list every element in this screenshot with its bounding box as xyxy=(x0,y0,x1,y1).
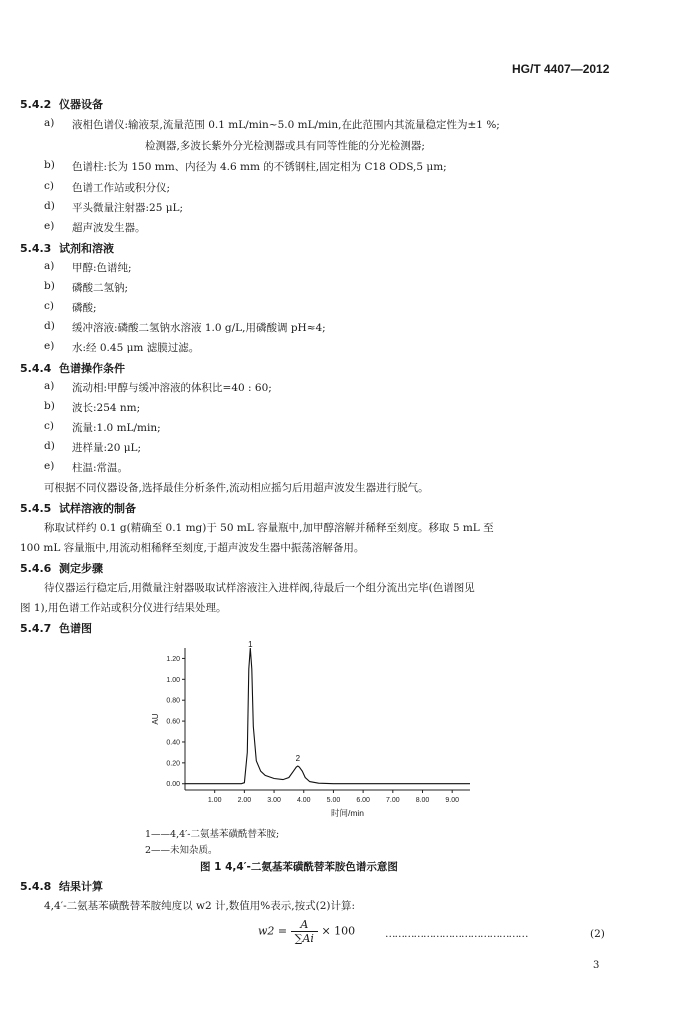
y-tick-label: 0.60 xyxy=(166,718,180,726)
x-tick-label: 4.00 xyxy=(296,797,311,804)
x-tick-label: 2.00 xyxy=(237,797,252,804)
formula-numerator: A xyxy=(291,918,318,932)
section-5-4-3-heading xyxy=(20,240,114,256)
y-tick-label: 0.40 xyxy=(166,739,180,747)
section-number: 5.4.3 xyxy=(20,242,52,255)
figure-legend-1: 1——4,4′-二氨基苯磺酰替苯胺; xyxy=(145,829,280,840)
x-tick-label: 1.00 xyxy=(207,797,222,804)
section-number: 5.4.7 xyxy=(20,622,52,635)
formula-rhs: × 100 xyxy=(321,924,356,938)
section-title: 试样溶液的制备 xyxy=(59,502,136,515)
section-number: 5.4.6 xyxy=(20,562,52,575)
list-item-text: 色谱工作站或积分仪; xyxy=(72,182,171,194)
y-tick-label: 0.80 xyxy=(166,697,180,705)
list-item-label: a) xyxy=(44,260,55,272)
section-number: 5.4.5 xyxy=(20,502,52,515)
list-item-label: e) xyxy=(44,460,55,472)
list-item-text: 色谱柱:长为 150 mm、内径为 4.6 mm 的不锈钢柱,固定相为 C18 ODS,5 μm; xyxy=(72,161,447,173)
page-number: 3 xyxy=(593,960,600,971)
list-item-text: 液相色谱仪:输液泵,流量范围 0.1 mL/min~5.0 mL/min,在此范围内其流量稳定性为±1 %; xyxy=(72,119,500,131)
list-item-text: 流动相:甲醇与缓冲溶液的体积比=40 : 60; xyxy=(72,382,272,394)
section-number: 5.4.2 xyxy=(20,98,52,111)
list-item-label: a) xyxy=(44,117,55,129)
y-tick-label: 1.20 xyxy=(166,655,180,663)
section-number: 5.4.4 xyxy=(20,362,52,375)
formula-denominator: ∑Ai xyxy=(294,932,314,945)
paragraph: 可根据不同仪器设备,选择最佳分析条件,流动相应摇匀后用超声波发生器进行脱气。 xyxy=(44,482,429,494)
x-tick-label: 8.00 xyxy=(415,797,430,804)
section-5-4-5-heading xyxy=(20,500,136,516)
peak-label: 2 xyxy=(295,753,301,763)
section-5-4-6-heading xyxy=(20,560,103,576)
list-item-label: d) xyxy=(44,320,55,332)
figure-caption: 图 1 4,4′-二氨基苯磺酰替苯胺色谱示意图 xyxy=(200,861,398,873)
paragraph: 4,4′-二氨基苯磺酰替苯胺纯度以 w2 计,数值用%表示,按式(2)计算: xyxy=(44,900,356,912)
list-item-text: 波长:254 nm; xyxy=(72,402,141,414)
list-item-text: 甲醇:色谱纯; xyxy=(72,262,132,274)
section-title: 测定步骤 xyxy=(59,562,103,575)
formula-lhs: w2 = xyxy=(258,924,288,938)
paragraph: 100 mL 容量瓶中,用流动相稀释至刻度,于超声波发生器中振荡溶解备用。 xyxy=(20,542,365,554)
section-title: 仪器设备 xyxy=(59,98,103,111)
list-item-label: a) xyxy=(44,380,55,392)
section-5-4-7-heading xyxy=(20,620,92,636)
list-item-label: e) xyxy=(44,340,55,352)
list-item-label: c) xyxy=(44,300,54,312)
section-title: 色谱图 xyxy=(59,622,92,635)
section-5-4-4-heading xyxy=(20,360,125,376)
paragraph: 待仪器运行稳定后,用微量注射器吸取试样溶液注入进样阀,待最后一个组分流出完毕(色谱图见 xyxy=(44,582,475,594)
list-item-text: 超声波发生器。 xyxy=(72,222,146,234)
standard-number: HG/T 4407—2012 xyxy=(512,62,610,76)
list-item-label: c) xyxy=(44,420,54,432)
list-item-label: b) xyxy=(44,159,55,171)
y-tick-label: 0.20 xyxy=(166,760,180,768)
list-item-text: 进样量:20 μL; xyxy=(72,442,142,454)
y-tick-label: 1.00 xyxy=(166,676,180,684)
section-number: 5.4.8 xyxy=(20,880,52,893)
section-title: 试剂和溶液 xyxy=(59,242,114,255)
y-axis-label: AU xyxy=(151,713,160,725)
list-item-label: c) xyxy=(44,180,54,192)
y-tick-label: 0.00 xyxy=(166,781,180,789)
formula-2 xyxy=(258,918,355,945)
list-item-text: 磷酸; xyxy=(72,302,97,314)
list-item-label: d) xyxy=(44,440,55,452)
list-item-text: 流量:1.0 mL/min; xyxy=(72,422,161,434)
equation-number: (2) xyxy=(590,928,605,940)
x-tick-label: 6.00 xyxy=(356,797,370,804)
x-tick-label: 5.00 xyxy=(326,797,341,804)
list-item-text: 缓冲溶液:磷酸二氢钠水溶液 1.0 g/L,用磷酸调 pH≈4; xyxy=(72,322,326,334)
formula-fraction xyxy=(291,918,318,945)
x-tick-label: 9.00 xyxy=(445,797,459,804)
section-title: 色谱操作条件 xyxy=(59,362,125,375)
figure-legend-2: 2——未知杂质。 xyxy=(145,845,218,856)
list-item-text: 水:经 0.45 μm 滤膜过滤。 xyxy=(72,342,200,354)
list-item-label: b) xyxy=(44,280,55,292)
section-5-4-2-heading xyxy=(20,96,103,112)
list-item-text: 柱温:常温。 xyxy=(72,462,129,474)
list-item-text: 磷酸二氢钠; xyxy=(72,282,129,294)
chromatogram-chart xyxy=(140,640,485,825)
chromatogram-line xyxy=(185,648,470,784)
x-axis-label: 时间/min xyxy=(330,808,365,818)
list-item-label: e) xyxy=(44,220,55,232)
paragraph: 称取试样约 0.1 g(精确至 0.1 mg)于 50 mL 容量瓶中,加甲醇溶解并稀释至刻度。移取 5 mL 至 xyxy=(44,522,494,534)
formula-leader-dots: ……………………………………… xyxy=(385,928,528,940)
list-item-text: 检测器,多波长紫外分光检测器或具有同等性能的分光检测器; xyxy=(145,140,425,152)
peak-label: 1 xyxy=(248,640,253,649)
x-tick-label: 3.00 xyxy=(267,797,281,804)
section-5-4-8-heading xyxy=(20,878,103,894)
paragraph: 图 1),用色谱工作站或积分仪进行结果处理。 xyxy=(20,602,227,614)
x-tick-label: 7.00 xyxy=(386,797,400,804)
list-item-text: 平头微量注射器:25 μL; xyxy=(72,202,184,214)
section-title: 结果计算 xyxy=(59,880,103,893)
list-item-label: b) xyxy=(44,400,55,412)
list-item-label: d) xyxy=(44,200,55,212)
